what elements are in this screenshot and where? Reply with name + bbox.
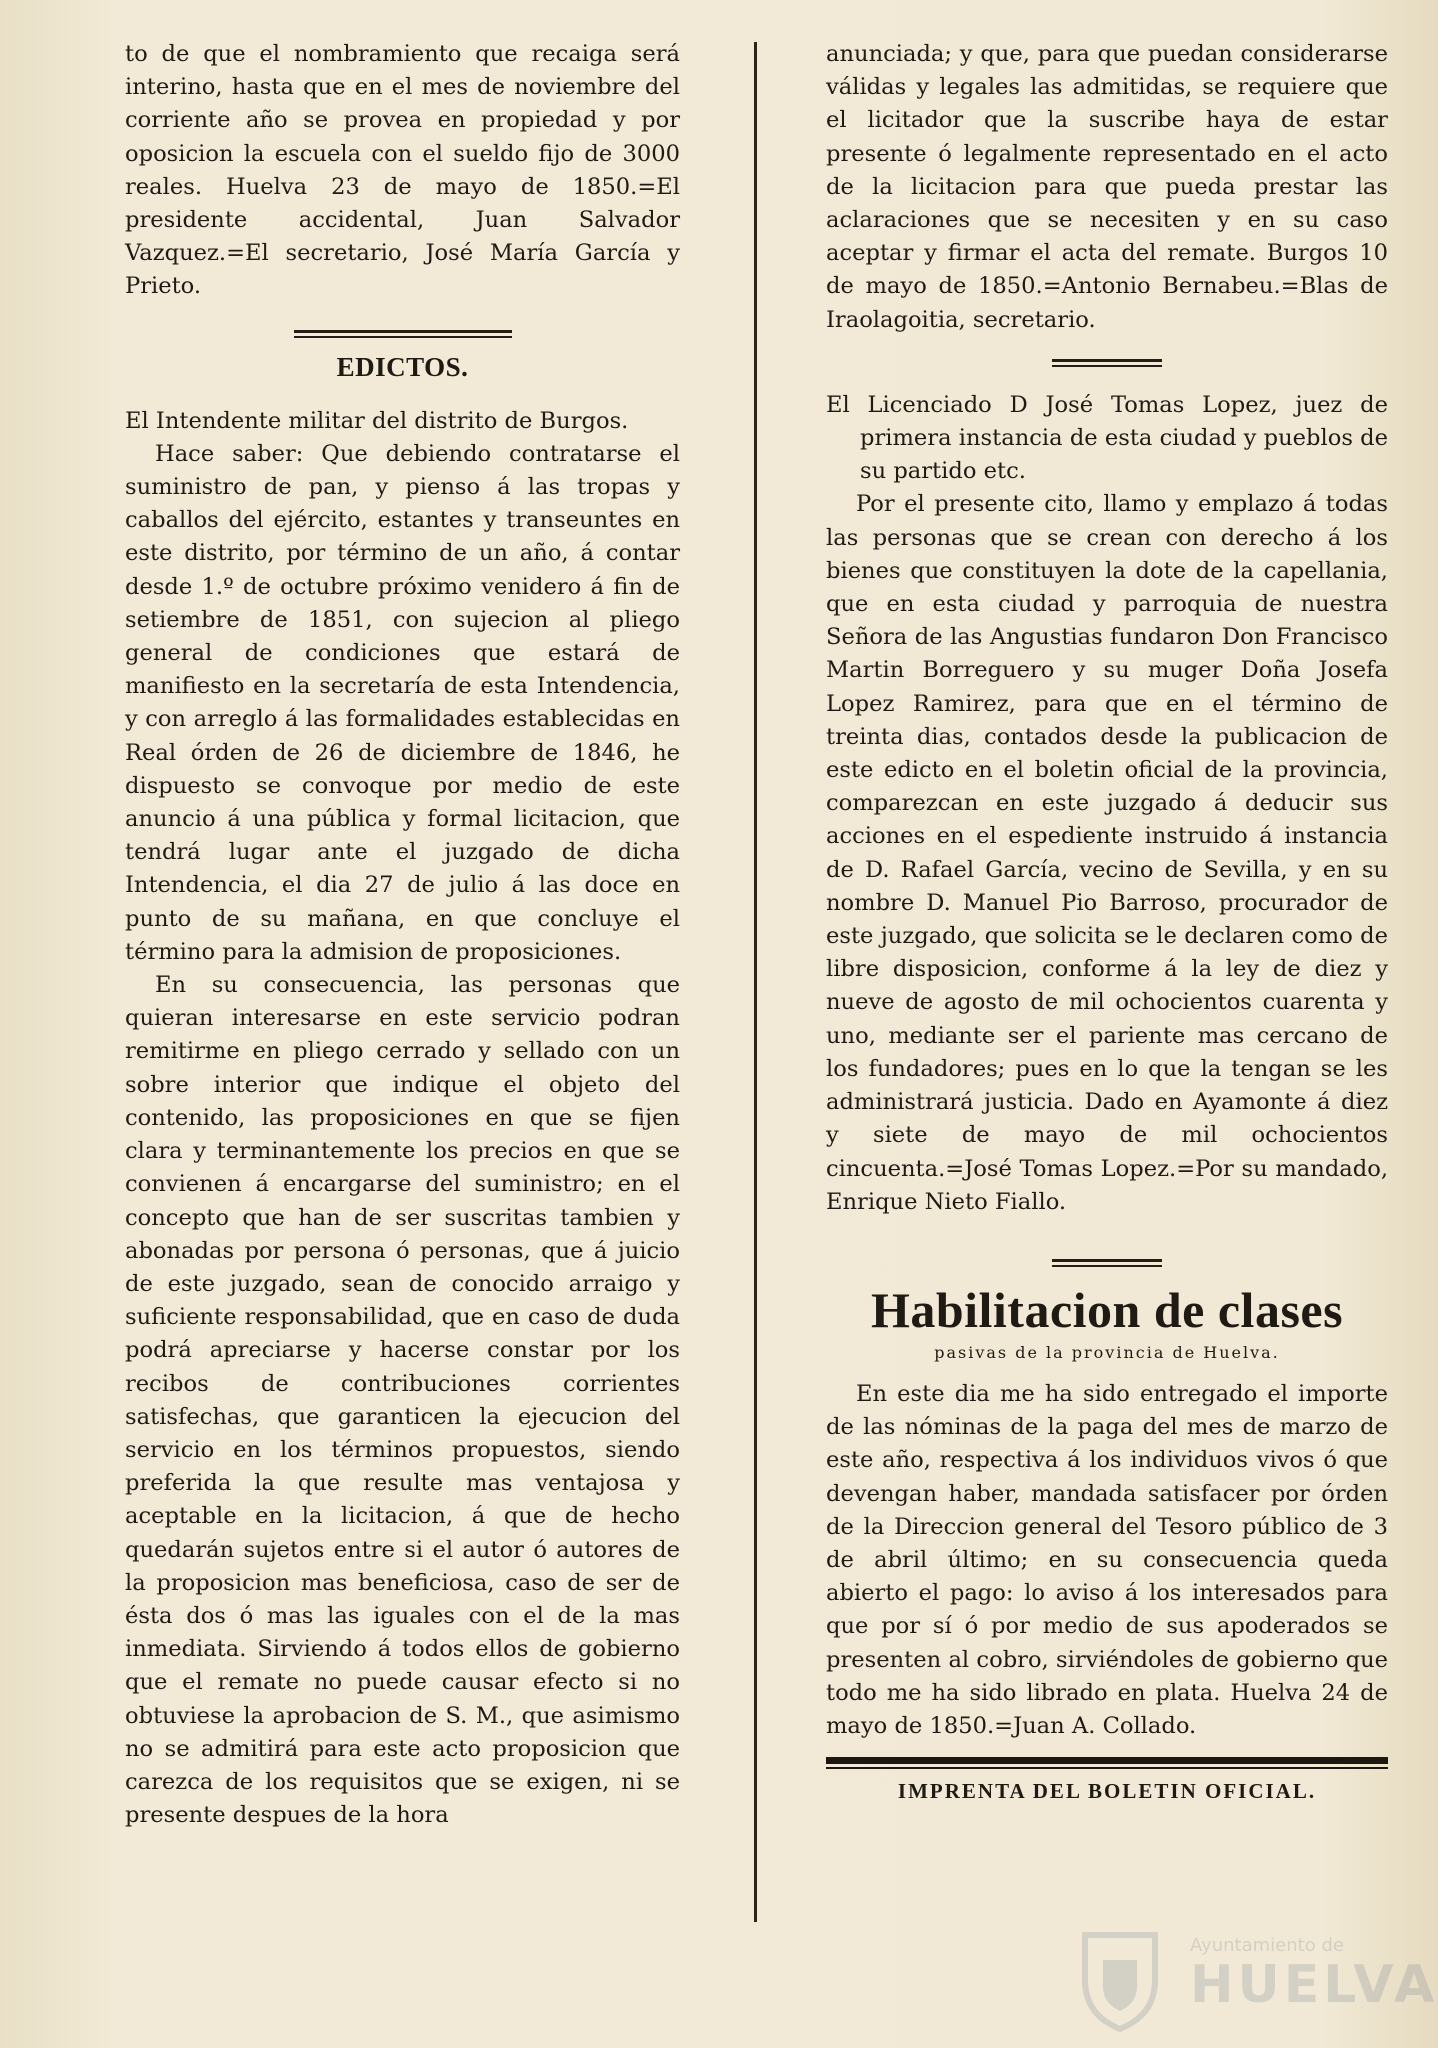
left-paragraph-2: Hace saber: Que debiendo contratarse el suministro de pan, y pienso á las tropas y caballos del ejército, estantes y transeuntes en este distrito, por término de un año, á contar desde 1.º de octubre próximo venidero á fin de setiembre de 1851, con sujecion al pliego general de condiciones que estará de manifiesto en la secretaría de esta Intendencia, y con arreglo á las formalidades establecidas en Real órden de 26 de diciembre de 1846, he dispuesto se convoque por medio de este anuncio á una pública y formal licitacion, que tendrá lugar ante el juzgado de dicha Intendencia, el dia 27 de julio á las doce en punto de su mañana, en que concluye el término para la admision de proposiciones. bbox=[125, 440, 680, 965]
habilitacion-title: Habilitacion de clases bbox=[870, 1281, 1344, 1338]
intendente-title: El Intendente militar del distrito de Burgos. bbox=[125, 407, 629, 434]
closing-rule bbox=[826, 1757, 1388, 1769]
section-divider bbox=[294, 330, 512, 338]
left-paragraph-3: En su consecuencia, las personas que quieran interesarse en este servicio podran remitirme en pliego cerrado y sellado con un sobre interior que indique el objeto del contenido, las proposiciones en que se fijen clara y terminantemente los precios en que se convienen á encargarse del suministro; en el concepto que han de ser suscritas tambien y abonadas por persona ó personas, que á juicio de este juzgado, sean de conocido arraigo y suficiente responsabilidad, que en caso de duda podrá apreciarse y hacerse constar por los recibos de contribuciones corrientes satisfechas, que garanticen la ejecucion del servicio en los términos propuestos, siendo preferida la que resulte mas ventajosa y aceptable en la licitacion, á que de hecho quedarán sujetos entre si el autor ó autores de la proposicion mas beneficiosa, caso de ser de ésta dos ó mas las iguales con el de la mas inmediata. Sirviendo á todos ellos de gobierno que el remate no puede causar efecto si no obtuviese la aprobacion de S. M., que asimismo no se admitirá para este acto proposicion que carezca de los requisitos que se exigen, ni se presente despues de la hora bbox=[125, 972, 680, 1829]
city-shield-icon bbox=[1065, 1925, 1175, 2035]
column-rule bbox=[754, 42, 757, 1922]
watermark-line1: Ayuntamiento de bbox=[1190, 1935, 1344, 1956]
left-column bbox=[125, 38, 680, 1832]
section-divider bbox=[1052, 359, 1162, 367]
section-divider bbox=[1052, 1259, 1162, 1267]
watermark-line2: HUELVA bbox=[1190, 1955, 1438, 2015]
licenciado-title: El Licenciado D José Tomas Lopez, juez de primera instancia de esta ciudad y pueblos de su partido etc. bbox=[826, 391, 1388, 485]
right-paragraph-2: Por el presente cito, llamo y emplazo á todas las personas que se crean con derecho á los bienes que constituyen la dote de la capellania, que en esta ciudad y parroquia de nuestra Señora de las Angustias fundaron Don Francisco Martin Borreguero y su muger Doña Josefa Lopez Ramirez, para que en el término de treinta dias, contados desde la publicacion de este edicto en el boletin oficial de la provincia, comparezcan en este juzgado á deducir sus acciones en el espediente instruido á instancia de D. Rafael García, vecino de Sevilla, y en su nombre D. Manuel Pio Barroso, procurador de este juzgado, que solicita se le declaren como de libre disposicion, conforme á la ley de diez y nueve de agosto de mil ochocientos cuarenta y uno, mediante ser el pariente mas cercano de los fundadores; pues en lo que la tengan se les administrará justicia. Dado en Ayamonte á diez y siete de mayo de mil ochocientos cincuenta.=José Tomas Lopez.=Por su mandado, Enrique Nieto Fiallo. bbox=[826, 491, 1388, 1215]
watermark bbox=[1045, 1925, 1438, 2035]
left-paragraph-1: to de que el nombramiento que recaiga será interino, hasta que en el mes de noviembre del corriente año se provea en propiedad y por oposicion la escuela con el sueldo fijo de 3000 reales. Huelva 23 de mayo de 1850.=El presidente accidental, Juan Salvador Vazquez.=El secretario, José María García y Prieto. bbox=[125, 41, 680, 300]
habilitacion-subtitle: pasivas de la provincia de Huelva. bbox=[934, 1342, 1280, 1362]
imprenta-footer: IMPRENTA DEL BOLETIN OFICIAL. bbox=[897, 1779, 1317, 1804]
right-paragraph-3: En este dia me ha sido entregado el importe de las nóminas de la paga del mes de marzo de este año, respectiva á los individuos vivos ó que devengan haber, mandada satisfacer por órden de la Direccion general del Tesoro público de 3 de abril último; en su consecuencia queda abierto el pago: lo aviso á los interesados para que por sí ó por medio de sus apoderados se presenten al cobro, sirviéndoles de gobierno que todo me ha sido librado en plata. Huelva 24 de mayo de 1850.=Juan A. Collado. bbox=[826, 1380, 1388, 1739]
right-paragraph-1: anunciada; y que, para que puedan considerarse válidas y legales las admitidas, se requiere que el licitador que la suscribe haya de estar presente ó legalmente representado en el acto de la licitacion para que pueda prestar las aclaraciones que se necesiten y en su caso aceptar y firmar el acta del remate. Burgos 10 de mayo de 1850.=Antonio Bernabeu.=Blas de Iraolagoitia, secretario. bbox=[826, 41, 1388, 333]
edictos-heading: EDICTOS. bbox=[336, 351, 469, 382]
right-column bbox=[826, 38, 1388, 1804]
